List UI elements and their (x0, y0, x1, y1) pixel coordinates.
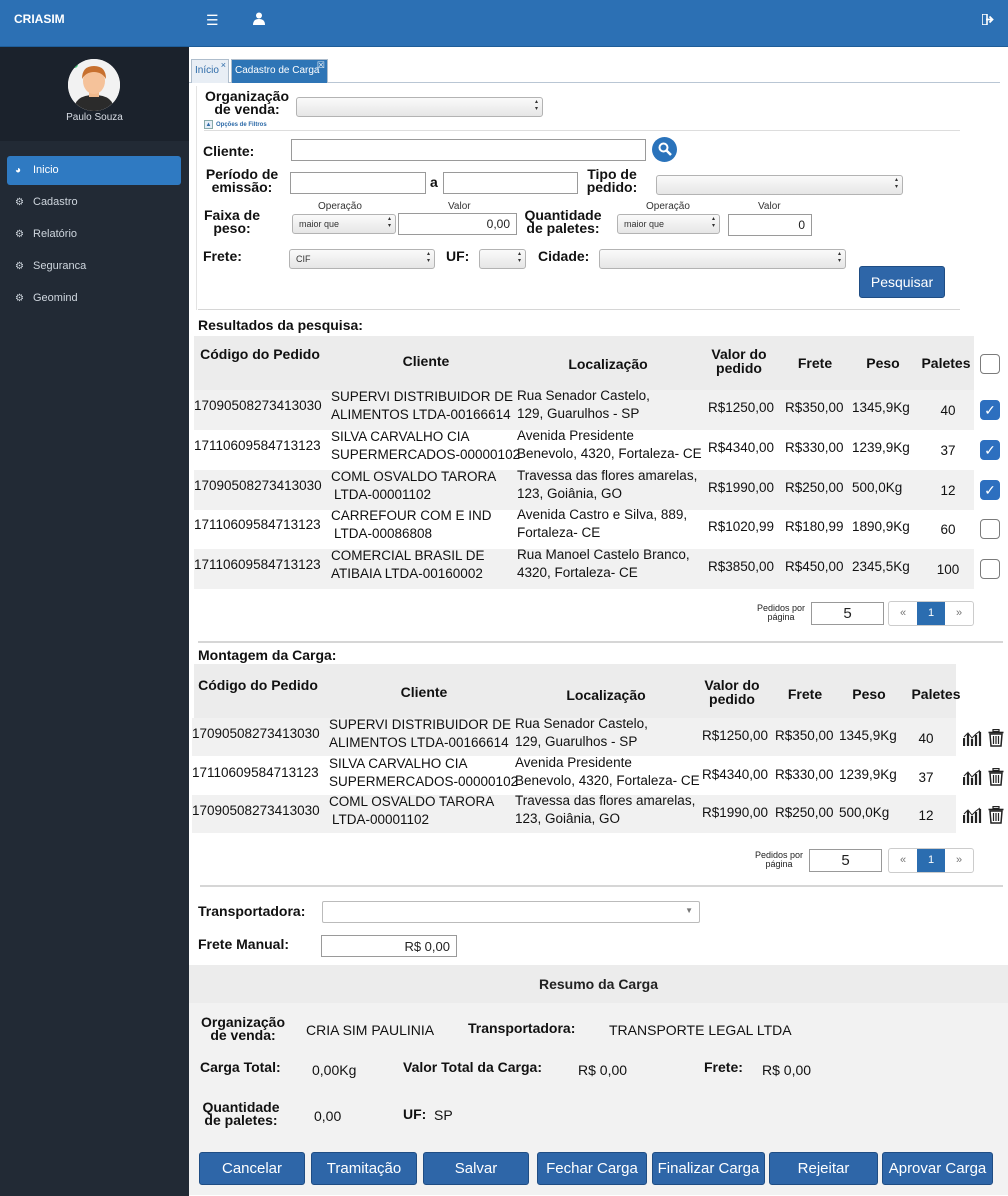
cell-localizacao: 129, Guarulhos - SP (515, 734, 638, 749)
gears-icon: ⚙ (15, 261, 24, 272)
pagination (888, 601, 974, 626)
resumo-uf-label: UF: (403, 1106, 427, 1122)
top-bar (0, 0, 1008, 47)
qtd-valor-label: Valor (758, 201, 781, 212)
close-icon[interactable]: ☒ (316, 60, 325, 70)
per-page-input[interactable]: 5 (811, 602, 884, 625)
table-row (192, 718, 956, 756)
table-row (194, 390, 974, 430)
resumo-carga-total-value: 0,00Kg (312, 1062, 357, 1078)
cell-frete: R$330,00 (785, 439, 844, 455)
resumo-org-value: CRIA SIM PAULINIA (306, 1022, 435, 1038)
cell-localizacao: 129, Guarulhos - SP (517, 406, 640, 421)
gears-icon: ⚙ (15, 229, 24, 240)
tipo-pedido-label: Tipo de pedido: (586, 166, 638, 195)
cell-cliente: ALIMENTOS LTDA-00166614 (331, 407, 511, 422)
table-row (194, 467, 974, 510)
pagination (888, 848, 974, 873)
frete-select[interactable]: CIF ▴ ▾ (289, 249, 435, 269)
divider (198, 309, 960, 310)
avatar[interactable] (68, 59, 120, 111)
cell-frete: R$330,00 (775, 766, 834, 782)
cell-cliente: SILVA CARVALHO CIA (331, 428, 470, 444)
cell-cliente: SILVA CARVALHO CIA (329, 755, 468, 771)
cell-localizacao: Rua Senador Castelo, (515, 716, 648, 731)
cell-frete: R$250,00 (785, 479, 844, 495)
cell-codigo: 17110609584713123 (194, 557, 321, 573)
cell-paletes: 40 (918, 731, 934, 746)
cell-codigo: 17110609584713123 (194, 517, 321, 533)
cell-codigo: 17090508273413030 (192, 803, 320, 818)
cell-localizacao: Avenida Presidente (515, 754, 632, 770)
filter-options-toggle[interactable]: ▲ Opções de Filtros (205, 122, 267, 129)
periodo-fim-input[interactable] (443, 172, 578, 194)
divider (198, 641, 1003, 643)
cell-localizacao: Benevolo, 4320, Fortaleza- CE (517, 445, 702, 461)
pesquisar-button[interactable]: Pesquisar (859, 266, 945, 298)
cell-peso: 2345,5Kg (852, 559, 910, 575)
cell-peso: 1239,9Kg (839, 766, 897, 782)
app-brand: CRIASIM (14, 12, 65, 26)
gears-icon: ⚙ (15, 197, 24, 208)
resumo-transportadora-label: Transportadora: (468, 1020, 576, 1036)
logout-icon[interactable] (982, 12, 994, 28)
sidebar-item-label: Seguranca (33, 260, 87, 272)
menu-icon[interactable]: ☰ (206, 12, 219, 28)
cell-localizacao: Travessa das flores amarelas, (515, 793, 696, 808)
table-row (194, 427, 974, 470)
row-checkbox[interactable]: ✓ (980, 440, 1000, 460)
faixa-operacao-label: Operação (318, 201, 362, 212)
cell-peso: 1345,9Kg (839, 728, 897, 743)
cidade-select[interactable] (599, 249, 846, 269)
cell-localizacao: Travessa das flores amarelas, (517, 467, 698, 483)
pedidos-por-pagina-label: Pedidos por página (754, 850, 804, 869)
rejeitar-button[interactable]: Rejeitar (769, 1152, 878, 1185)
cell-localizacao: Rua Manoel Castelo Branco, (517, 547, 690, 563)
table-row (192, 754, 956, 795)
cell-paletes: 60 (940, 522, 956, 538)
cell-paletes: 12 (918, 808, 934, 823)
frete-manual-input[interactable]: R$ 0,00 (321, 935, 457, 957)
cell-codigo: 17090508273413030 (194, 477, 322, 493)
resumo-qtd-paletes-label: Quantidade de paletes: (202, 1099, 280, 1128)
cell-cliente: LTDA-00001102 (332, 812, 430, 827)
cell-peso: 1345,9Kg (852, 400, 910, 415)
cell-cliente: SUPERMERCADOS-00000102 (329, 773, 519, 789)
cell-valor: R$1250,00 (702, 728, 769, 743)
cell-cliente: LTDA-00086808 (334, 526, 433, 542)
cell-cliente: ALIMENTOS LTDA-00166614 (329, 735, 509, 750)
resumo-uf-value: SP (434, 1107, 453, 1123)
resumo-carga-total-label: Carga Total: (200, 1059, 281, 1075)
cell-localizacao: Fortaleza- CE (517, 525, 601, 541)
cell-localizacao: 4320, Fortaleza- CE (517, 565, 638, 581)
periodo-emissao-label: Período de emissão: (205, 166, 279, 195)
header-peso: Peso (852, 686, 886, 702)
resumo-title: Resumo da Carga (189, 965, 1008, 1003)
qtd-operacao-select[interactable]: maior que ▴ ▾ (617, 214, 720, 234)
header-frete: Frete (797, 355, 833, 371)
resultados-title: Resultados da pesquisa: (198, 317, 363, 333)
resumo-qtd-paletes-value: 0,00 (314, 1108, 342, 1124)
cell-localizacao: 123, Goiânia, GO (515, 811, 621, 826)
cell-valor: R$1990,00 (708, 479, 775, 495)
sidebar-item-label: Relatório (33, 228, 78, 240)
transportadora-label: Transportadora: (198, 903, 306, 919)
periodo-inicio-input[interactable] (290, 172, 426, 194)
faixa-valor-input[interactable]: 0,00 (398, 213, 517, 235)
cell-localizacao: Avenida Castro e Silva, 889, (517, 507, 688, 523)
frete-manual-label: Frete Manual: (198, 936, 290, 952)
collapse-icon: ▲ (205, 122, 212, 128)
cell-paletes: 12 (940, 482, 956, 498)
user-profile (0, 47, 189, 141)
cell-codigo: 17110609584713123 (192, 764, 319, 780)
row-checkbox[interactable]: ✓ (980, 480, 1000, 500)
tab-label: Cadastro de Carga (235, 65, 320, 76)
resumo-valor-total-value: R$ 0,00 (578, 1062, 628, 1078)
header-paletes: Paletes (921, 355, 971, 371)
sidebar-item-seguranca[interactable] (7, 252, 181, 281)
resumo-org-label: Organização de venda: (200, 1014, 286, 1043)
cell-peso: 1890,9Kg (852, 519, 910, 535)
faixa-operacao-select[interactable]: maior que ▴ ▾ (292, 214, 396, 234)
online-status-icon (71, 61, 78, 68)
cell-paletes: 37 (940, 442, 956, 458)
uf-label: UF: (446, 248, 470, 264)
cell-localizacao: Rua Senador Castelo, (517, 388, 650, 403)
cell-localizacao: 123, Goiânia, GO (517, 485, 623, 501)
resumo-transportadora-value: TRANSPORTE LEGAL LTDA (609, 1022, 792, 1038)
sidebar-item-label: Geomind (33, 292, 78, 304)
resumo-frete-value: R$ 0,00 (762, 1062, 812, 1078)
cancelar-button[interactable]: Cancelar (199, 1152, 305, 1185)
cell-cliente: CARREFOUR COM E IND (331, 508, 492, 524)
row-checkbox[interactable] (980, 559, 1000, 579)
header-peso: Peso (866, 355, 900, 371)
transportadora-select[interactable] (322, 901, 700, 923)
next-page-button[interactable]: » (955, 607, 963, 619)
tab-label: Início (195, 65, 219, 76)
header-codigo: Código do Pedido (198, 677, 318, 693)
header-valor: Valor do pedido (711, 346, 767, 376)
aprovar-carga-button[interactable]: Aprovar Carga (882, 1152, 993, 1185)
prev-page-button[interactable]: « (899, 854, 907, 866)
sidebar (0, 47, 189, 1196)
cell-cliente: SUPERMERCADOS-00000102 (331, 446, 521, 462)
qtd-paletes-label: Quantidade de paletes: (524, 207, 602, 236)
table-row (194, 509, 974, 549)
sidebar-item-inicio[interactable] (7, 156, 181, 185)
resumo-valor-total-label: Valor Total da Carga: (403, 1059, 542, 1075)
sidebar-item-label: Inicio (33, 164, 59, 176)
sidebar-item-relatorio[interactable] (7, 220, 181, 249)
cell-codigo: 17090508273413030 (192, 726, 320, 741)
salvar-button[interactable]: Salvar (423, 1152, 529, 1185)
cell-paletes: 100 (936, 562, 960, 578)
user-icon[interactable] (253, 12, 265, 28)
frete-label: Frete: (203, 248, 242, 264)
qtd-operacao-label: Operação (646, 201, 690, 212)
sidebar-item-cadastro[interactable] (7, 188, 181, 217)
cell-cliente: SUPERVI DISTRIBUIDOR DE (331, 389, 514, 404)
page-1-button[interactable]: 1 (917, 602, 945, 625)
pedidos-por-pagina-label: Pedidos por página (756, 603, 806, 622)
row-checkbox[interactable]: ✓ (980, 400, 1000, 420)
cell-codigo: 17090508273413030 (194, 398, 322, 413)
cell-peso: 500,0Kg (839, 805, 890, 820)
cell-localizacao: Avenida Presidente (517, 427, 634, 443)
cell-valor: R$1020,99 (708, 519, 775, 535)
gears-icon: ⚙ (15, 293, 24, 304)
divider (204, 130, 960, 131)
cell-cliente: COML OSVALDO TARORA (329, 794, 495, 809)
fechar-carga-button[interactable]: Fechar Carga (537, 1152, 647, 1185)
cell-cliente: ATIBAIA LTDA-00160002 (331, 566, 483, 582)
cell-frete: R$450,00 (785, 559, 844, 575)
cell-valor: R$4340,00 (708, 439, 775, 455)
cell-paletes: 40 (940, 403, 956, 418)
chart-icon[interactable] (963, 806, 984, 828)
cell-cliente: SUPERVI DISTRIBUIDOR DE (329, 717, 512, 732)
cell-codigo: 17110609584713123 (194, 437, 321, 453)
trash-icon[interactable] (988, 806, 1004, 828)
tab-cadastro-carga[interactable] (231, 59, 328, 83)
page-1-button[interactable]: 1 (917, 849, 945, 872)
cell-cliente: COMERCIAL BRASIL DE (331, 548, 485, 564)
trash-icon[interactable] (988, 768, 1004, 790)
table-row (192, 795, 956, 833)
header-cliente: Cliente (402, 353, 450, 369)
cell-frete: R$350,00 (775, 728, 834, 743)
faixa-peso-label: Faixa de peso: (203, 207, 261, 236)
chart-icon[interactable] (963, 729, 984, 751)
cliente-label: Cliente: (203, 143, 255, 159)
dashboard-icon: ◕ (15, 165, 22, 176)
close-icon[interactable]: × (220, 60, 226, 70)
finalizar-carga-button[interactable]: Finalizar Carga (652, 1152, 765, 1185)
faixa-valor-label: Valor (448, 201, 471, 212)
header-frete: Frete (787, 686, 823, 702)
cell-valor: R$1250,00 (708, 400, 775, 415)
cell-peso: 1239,9Kg (852, 439, 910, 455)
tipo-pedido-select[interactable] (656, 175, 903, 195)
search-icon[interactable] (652, 137, 677, 162)
cell-peso: 500,0Kg (852, 479, 903, 495)
header-paletes: Paletes (911, 686, 961, 702)
prev-page-button[interactable]: « (899, 607, 907, 619)
uf-select[interactable] (479, 249, 526, 269)
org-venda-label: Organização de venda: (204, 88, 290, 117)
cell-frete: R$250,00 (775, 805, 834, 820)
cell-frete: R$350,00 (785, 400, 844, 415)
header-cliente: Cliente (400, 684, 448, 700)
cell-frete: R$180,99 (785, 519, 844, 535)
cell-valor: R$1990,00 (702, 805, 769, 820)
resumo-frete-label: Frete: (704, 1059, 743, 1075)
tab-bar (189, 55, 1000, 83)
cidade-label: Cidade: (538, 248, 590, 264)
table-row (194, 549, 974, 589)
header-codigo: Código do Pedido (200, 346, 320, 362)
montagem-title: Montagem da Carga: (198, 647, 337, 663)
cell-valor: R$4340,00 (702, 766, 769, 782)
per-page-input[interactable]: 5 (809, 849, 882, 872)
cell-cliente: COML OSVALDO TARORA (331, 468, 497, 484)
sidebar-item-label: Cadastro (33, 196, 78, 208)
row-checkbox[interactable] (980, 519, 1000, 539)
header-localizacao: Localização (568, 356, 648, 372)
cell-localizacao: Benevolo, 4320, Fortaleza- CE (515, 772, 700, 788)
periodo-a-label: a (430, 174, 438, 190)
user-name: Paulo Souza (66, 112, 123, 123)
next-page-button[interactable]: » (955, 854, 963, 866)
sidebar-item-geomind[interactable] (7, 284, 181, 313)
trash-icon[interactable] (988, 729, 1004, 751)
qtd-valor-input[interactable]: 0 (728, 214, 812, 236)
org-venda-select[interactable] (296, 97, 543, 117)
filter-panel (196, 86, 960, 310)
select-all-checkbox[interactable] (980, 354, 1000, 374)
tab-inicio[interactable] (191, 59, 229, 83)
cliente-input[interactable] (291, 139, 646, 161)
header-localizacao: Localização (566, 687, 646, 703)
chevron-down-icon: ▼ (685, 906, 693, 915)
cell-valor: R$3850,00 (708, 559, 775, 575)
header-valor: Valor do pedido (704, 677, 760, 707)
cell-cliente: LTDA-00001102 (334, 486, 432, 502)
chart-icon[interactable] (963, 768, 984, 790)
tramitacao-button[interactable]: Tramitação (311, 1152, 417, 1185)
cell-paletes: 37 (918, 769, 934, 785)
divider (200, 885, 1003, 887)
